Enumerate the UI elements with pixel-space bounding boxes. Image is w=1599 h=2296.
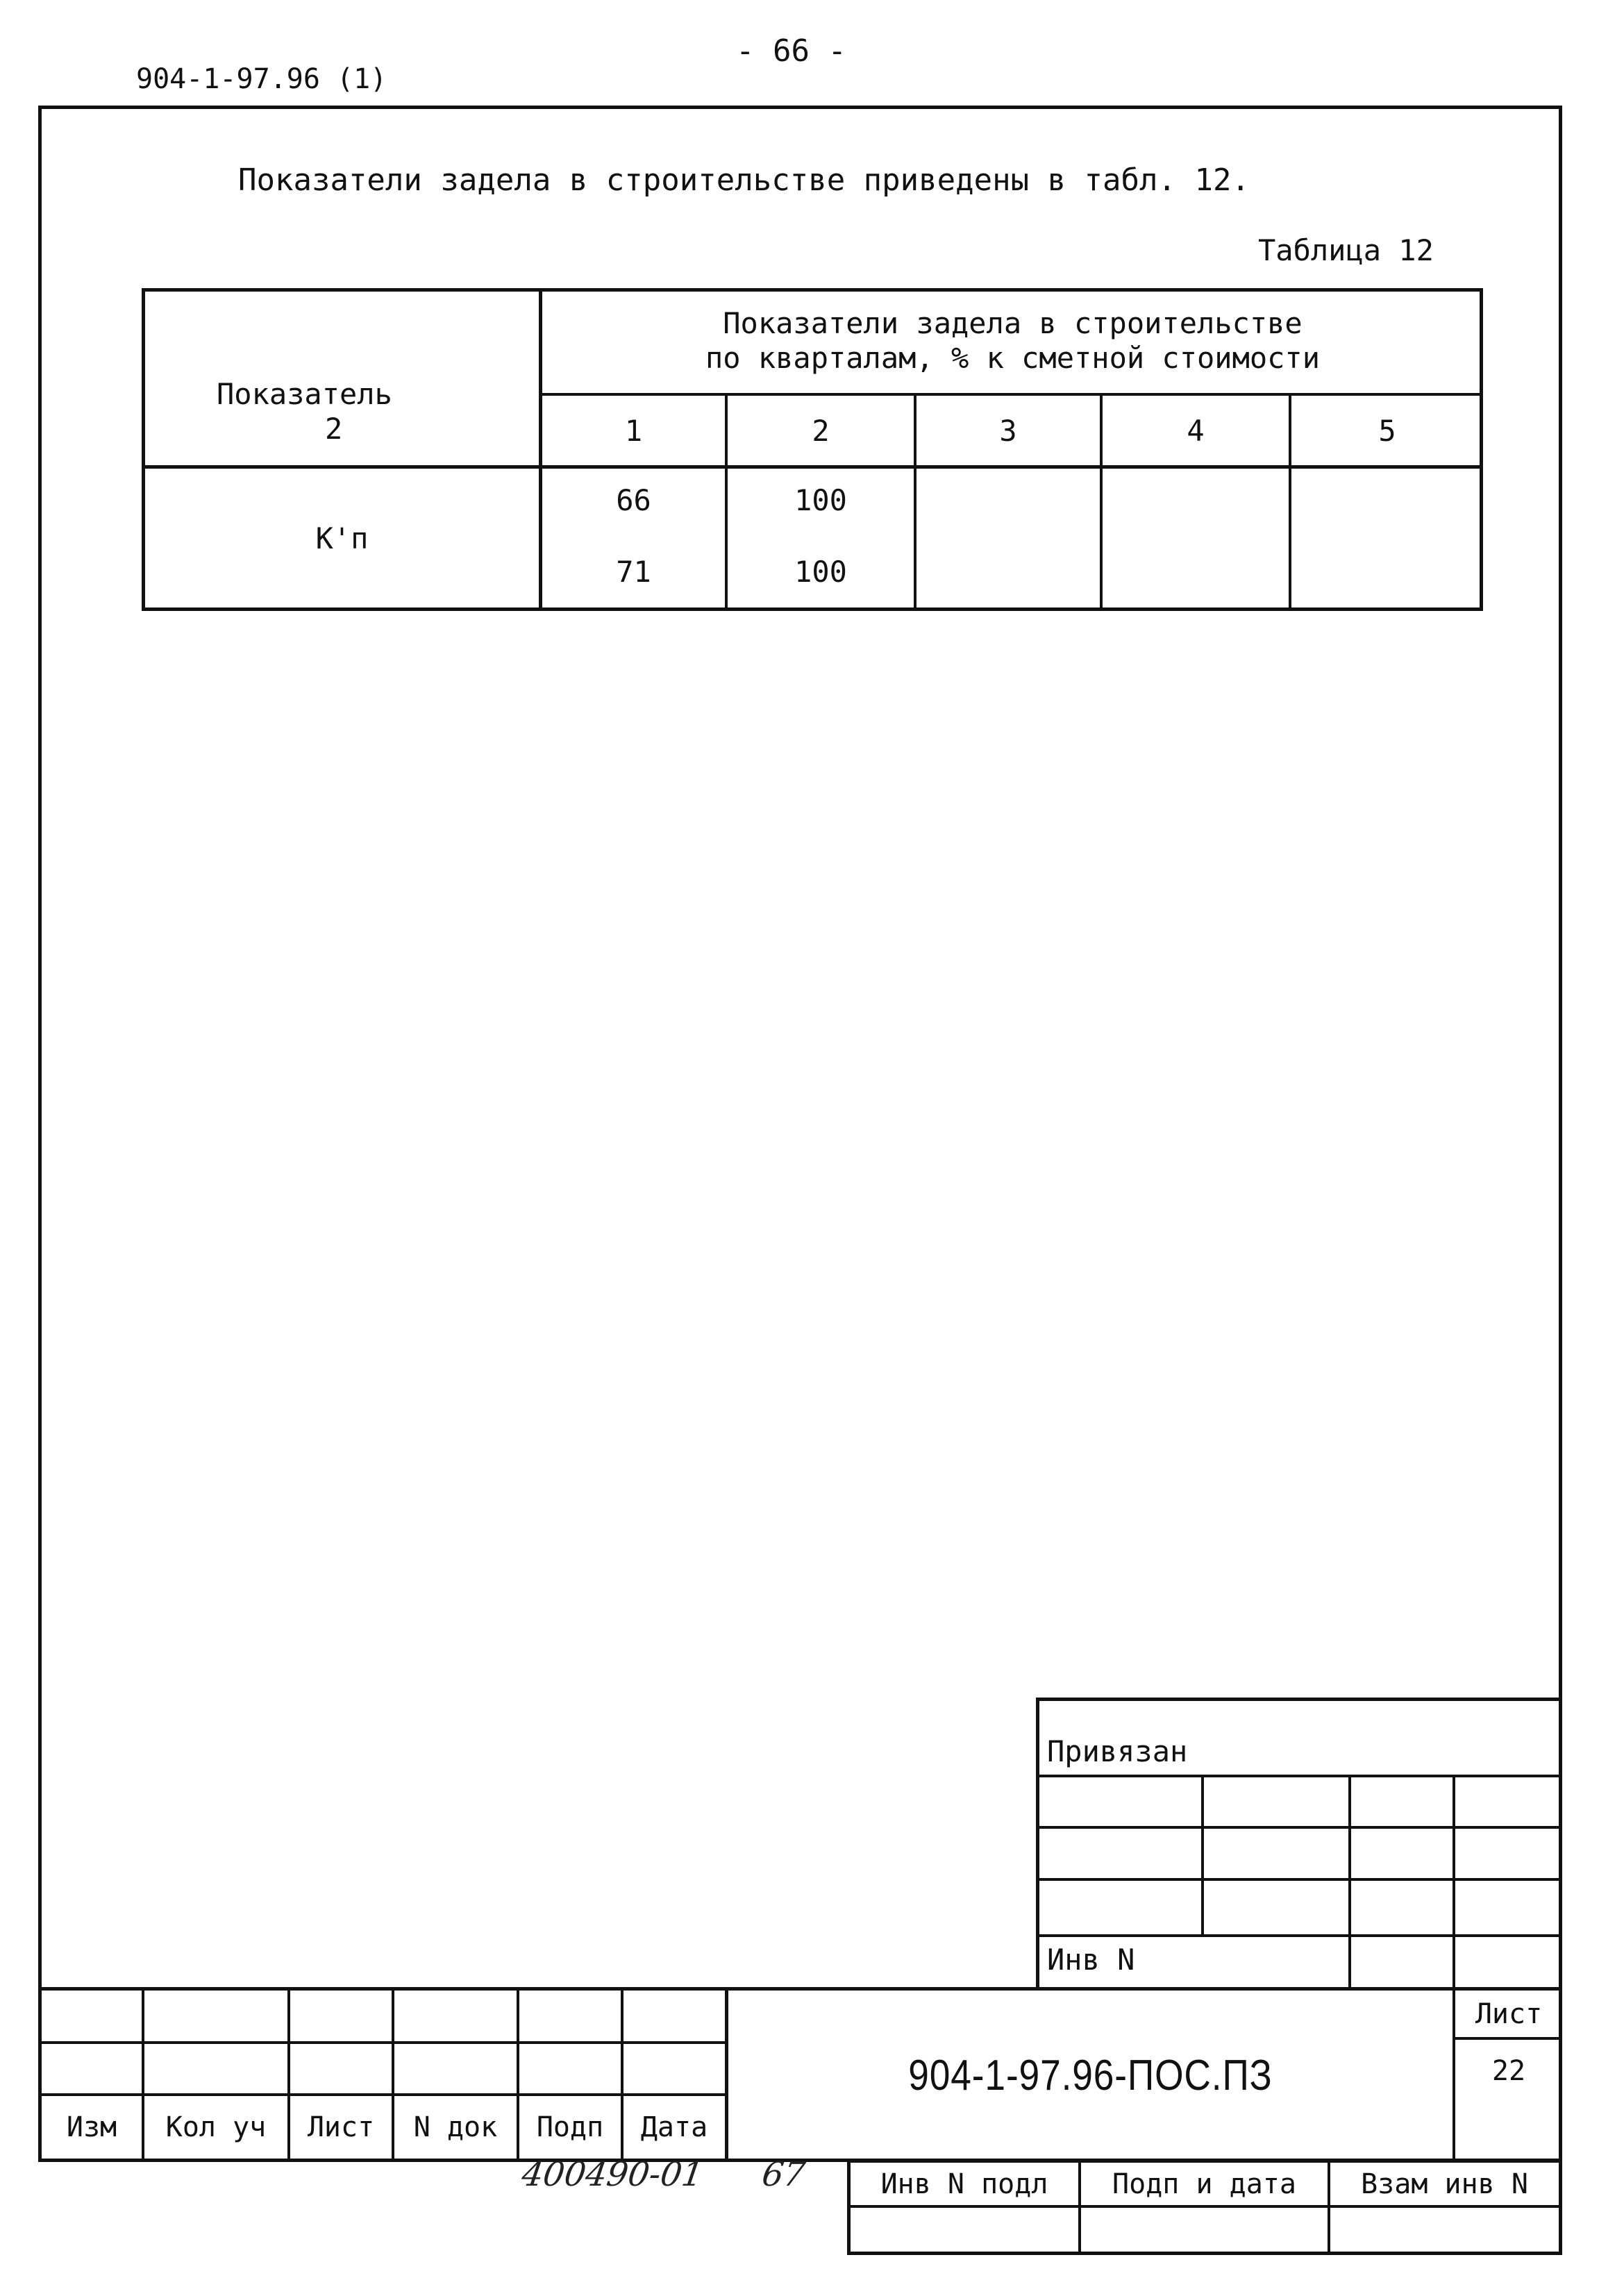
quarter-5: 5 (1378, 413, 1396, 448)
stamp-col-list: Лист (307, 2111, 375, 2143)
header-indicator-number: 2 (325, 412, 343, 446)
list-number: 22 (1491, 2055, 1526, 2087)
intro-text: Показатели задела в строительстве приведены в табл. 12. (238, 162, 1250, 198)
inv-podl-label: Инв N подл (880, 2168, 1048, 2200)
stamp-line (725, 1987, 728, 2161)
stamp-line (1036, 1934, 1562, 1937)
stamp-line (1036, 1878, 1562, 1881)
inv-n-label: Инв N (1047, 1943, 1135, 1977)
header-group-line1: Показатели задела в строительстве (723, 305, 1303, 340)
header-group-line2: по кварталам, % к сметной стоимости (705, 340, 1320, 375)
stamp-line (1453, 1775, 1455, 1990)
table-caption: Таблица 12 (1258, 233, 1434, 267)
header-indicator-label: Показатель (217, 377, 392, 411)
table-cell: 71 (616, 554, 651, 589)
table-cell: 100 (794, 554, 847, 589)
table-cell: 100 (794, 483, 847, 517)
stamp-col-kol-uch: Кол уч (165, 2111, 267, 2143)
stamp-col-podp: Подп (536, 2111, 604, 2143)
document-designation: 904-1-97.96-ПОС.ПЗ (908, 2052, 1273, 2100)
stamp-line (1036, 1698, 1039, 1991)
doc-code: 904-1-97.96 (1) (136, 63, 387, 95)
podp-data-label: Подп и дата (1112, 2168, 1296, 2200)
page-number: - 66 - (736, 33, 846, 69)
quarter-2: 2 (812, 413, 830, 448)
stamp-line (1348, 1775, 1351, 1990)
stamp-line (1036, 1775, 1562, 1777)
stamp-line (1201, 1775, 1204, 1934)
stamp-col-n-dok: N док (413, 2111, 498, 2143)
handwritten-page: 67 (760, 2155, 808, 2194)
quarter-1: 1 (624, 413, 643, 448)
row-label-kp: K'п (315, 521, 369, 555)
stamp-col-izm: Изм (66, 2111, 117, 2143)
list-label: Лист (1475, 1997, 1543, 2030)
handwritten-code: 400490-01 (519, 2155, 706, 2194)
stamp-col-data: Дата (640, 2111, 708, 2143)
stamp-line (1036, 1698, 1562, 1701)
quarter-3: 3 (999, 413, 1017, 448)
stamp-line (1036, 1826, 1562, 1829)
inventory-line (847, 2205, 1562, 2208)
quarter-4: 4 (1187, 413, 1205, 448)
privyazan-label: Привязан (1047, 1734, 1188, 1768)
table-cell: 66 (616, 483, 651, 517)
vzam-inv-label: Взам инв N (1361, 2168, 1528, 2200)
